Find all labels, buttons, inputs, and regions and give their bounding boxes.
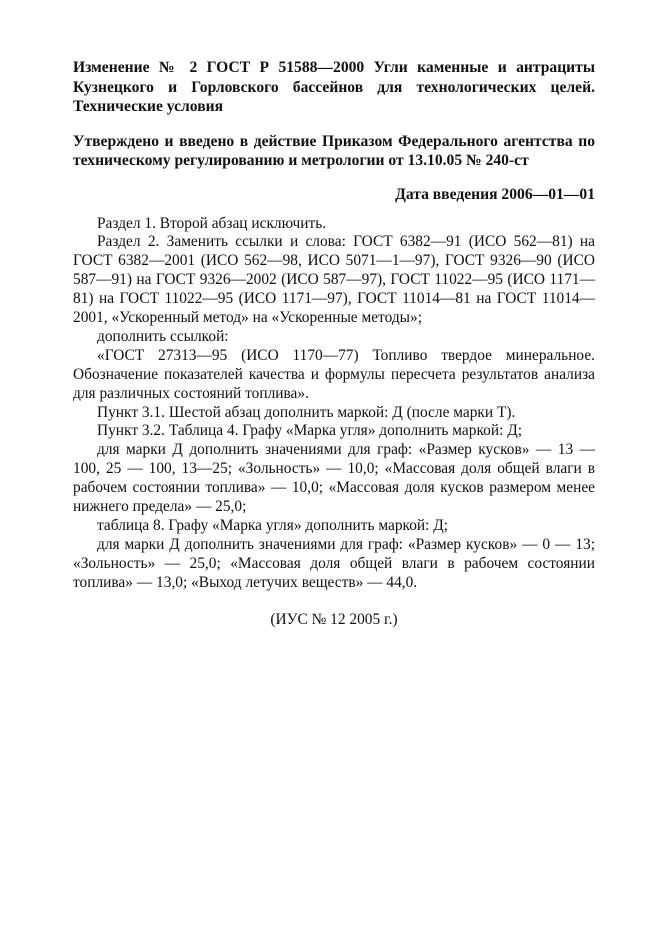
paragraph-clause-3-1: Пункт 3.1. Шестой абзац дополнить маркой: Д (после марки Т). [97, 403, 516, 421]
paragraph-table-8-values: для марки Д дополнить значениями для граф: «Размер кусков» — 0 — 13; «Зольность» — 25,0; «Массовая доля общей влаги в рабочем состоянии топлива» — 13,0; «Выход летучих веществ» — 44,0. [73, 535, 595, 591]
paragraph-section-2: Раздел 2. Заменить ссылки и слова: ГОСТ 6382—91 (ИСО 562—81) на ГОСТ 6382—2001 (ИСО 562—98, ИСО 5071—1—97), ГОСТ 9326—90 (ИСО 587—91) на ГОСТ 9326—2002 (ИСО 587—97), ГОСТ 11022—95 (ИСО 1171—81) на ГОСТ 11022—95 (ИСО 1171—97), ГОСТ 11014—81 на ГОСТ 11014—2001, «Ускоренный метод» на «Ускоренные методы»; [73, 233, 595, 327]
amendment-body [73, 215, 595, 593]
paragraph-section-1: Раздел 1. Второй абзац исключить. [97, 214, 327, 232]
paragraph-gost-27313: «ГОСТ 27313—95 (ИСО 1170—77) Топливо твердое минеральное. Обозначение показателей качества и формулы пересчета результатов анализа для различных состояний топлива». [73, 346, 595, 402]
paragraph-table-4-values: для марки Д дополнить значениями для граф: «Размер кусков» — 13 — 100, 25 — 100, 13—25; «Зольность» — 10,0; «Массовая доля общей влаги в рабочем состоянии топлива» — 10,0; «Массовая доля кусков размером менее нижнего предела» — 25,0; [73, 441, 595, 516]
paragraph-table-8: таблица 8. Графу «Марка угля» дополнить маркой: Д; [97, 517, 449, 534]
ius-reference: (ИУС № 12 2005 г.) [270, 610, 398, 628]
paragraph-add-reference: дополнить ссылкой: [97, 327, 229, 345]
paragraph-clause-3-2: Пункт 3.2. Таблица 4. Графу «Марка угля» дополнить маркой: Д; [97, 422, 522, 440]
effective-date: Дата введения 2006—01—01 [395, 185, 595, 203]
approval-statement: Утверждено и введено в действие Приказом Федерального агентства по техническому регулированию и метрологии от 13.10.05 № 240-ст [73, 132, 595, 169]
document-page [73, 58, 595, 630]
amendment-title: Изменение № 2 ГОСТ Р 51588—2000 Угли каменные и антрациты Кузнецкого и Горловского бассейнов для технологических целей. Технические условия [73, 59, 595, 115]
